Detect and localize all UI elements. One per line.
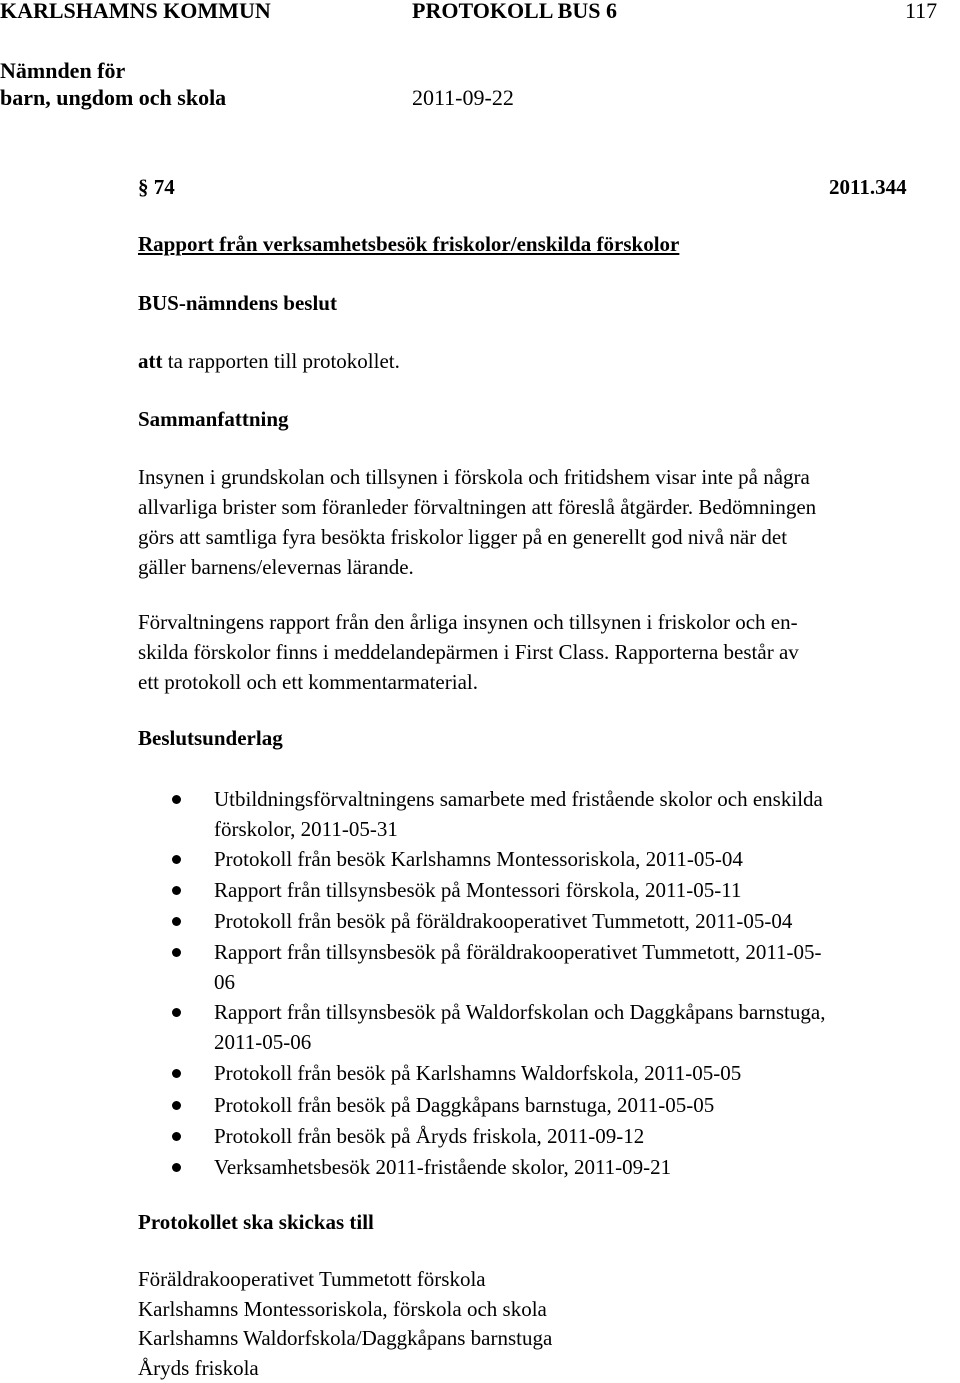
list-item: Verksamhetsbesök 2011-fristående skolor, 2011-09-21: [214, 1152, 671, 1183]
list-item-continuation: 2011-05-06: [214, 1027, 311, 1058]
text-line: Förvaltningens rapport från den årliga insynen och tillsynen i friskolor och en-: [138, 607, 958, 637]
basis-heading: Beslutsunderlag: [138, 725, 283, 751]
text-line: ett protokoll och ett kommentarmaterial.: [138, 667, 958, 697]
distribution-heading: Protokollet ska skickas till: [138, 1209, 374, 1235]
list-item: Rapport från tillsynsbesök på Waldorfskolan och Daggkåpans barnstuga,: [214, 997, 825, 1028]
text-line: gäller barnens/elevernas lärande.: [138, 552, 958, 582]
meeting-date: 2011-09-22: [412, 85, 514, 111]
recipient: Åryds friskola: [138, 1354, 958, 1383]
decision-body: ta rapporten till protokollet.: [163, 349, 400, 373]
summary-heading: Sammanfattning: [138, 406, 289, 432]
bullet-icon: [172, 1163, 181, 1172]
committee-name-line1: Nämnden för: [0, 58, 125, 84]
list-item: Rapport från tillsynsbesök på föräldrakooperativet Tummetott, 2011-05-: [214, 937, 822, 968]
text-line: skilda förskolor finns i meddelandepärmen i First Class. Rapporterna består av: [138, 637, 958, 667]
summary-paragraph-2: [138, 607, 958, 697]
list-item: Rapport från tillsynsbesök på Montessori förskola, 2011-05-11: [214, 875, 741, 906]
case-number: 2011.344: [829, 174, 907, 200]
bullet-icon: [172, 1069, 181, 1078]
list-item: Protokoll från besök på Daggkåpans barnstuga, 2011-05-05: [214, 1090, 714, 1121]
list-item-continuation: 06: [214, 967, 235, 998]
distribution-list: [138, 1265, 958, 1383]
bullet-icon: [172, 855, 181, 864]
committee-name-line2: barn, ungdom och skola: [0, 85, 226, 111]
decision-att: att: [138, 349, 163, 373]
bullet-icon: [172, 917, 181, 926]
bullet-icon: [172, 1132, 181, 1141]
bullet-icon: [172, 886, 181, 895]
page-number: 117: [905, 0, 937, 24]
paragraph-number: § 74: [138, 174, 175, 200]
protocol-title: PROTOKOLL BUS 6: [412, 0, 617, 24]
list-item: Utbildningsförvaltningens samarbete med fristående skolor och enskilda: [214, 784, 823, 815]
list-item: Protokoll från besök på Karlshamns Waldorfskola, 2011-05-05: [214, 1058, 741, 1089]
bullet-icon: [172, 1101, 181, 1110]
recipient: Karlshamns Waldorfskola/Daggkåpans barnstuga: [138, 1324, 958, 1354]
decision-heading: BUS-nämndens beslut: [138, 290, 337, 316]
list-item-continuation: förskolor, 2011-05-31: [214, 814, 398, 845]
bullet-icon: [172, 1008, 181, 1017]
list-item: Protokoll från besök på Åryds friskola, 2011-09-12: [214, 1121, 644, 1152]
text-line: Insynen i grundskolan och tillsynen i förskola och fritidshem visar inte på några: [138, 462, 958, 492]
bullet-icon: [172, 948, 181, 957]
list-item: Protokoll från besök Karlshamns Montessoriskola, 2011-05-04: [214, 844, 743, 875]
municipality-name: KARLSHAMNS KOMMUN: [0, 0, 271, 24]
text-line: görs att samtliga fyra besökta friskolor ligger på en generellt god nivå när det: [138, 522, 958, 552]
recipient: Föräldrakooperativet Tummetott förskola: [138, 1265, 958, 1295]
bullet-icon: [172, 795, 181, 804]
text-line: allvarliga brister som föranleder förvaltningen att föreslå åtgärder. Bedömningen: [138, 492, 958, 522]
recipient: Karlshamns Montessoriskola, förskola och skola: [138, 1295, 958, 1325]
section-title: Rapport från verksamhetsbesök friskolor/enskilda förskolor: [138, 231, 679, 257]
decision-text: [138, 348, 400, 374]
list-item: Protokoll från besök på föräldrakooperativet Tummetott, 2011-05-04: [214, 906, 792, 937]
summary-paragraph-1: [138, 462, 958, 582]
